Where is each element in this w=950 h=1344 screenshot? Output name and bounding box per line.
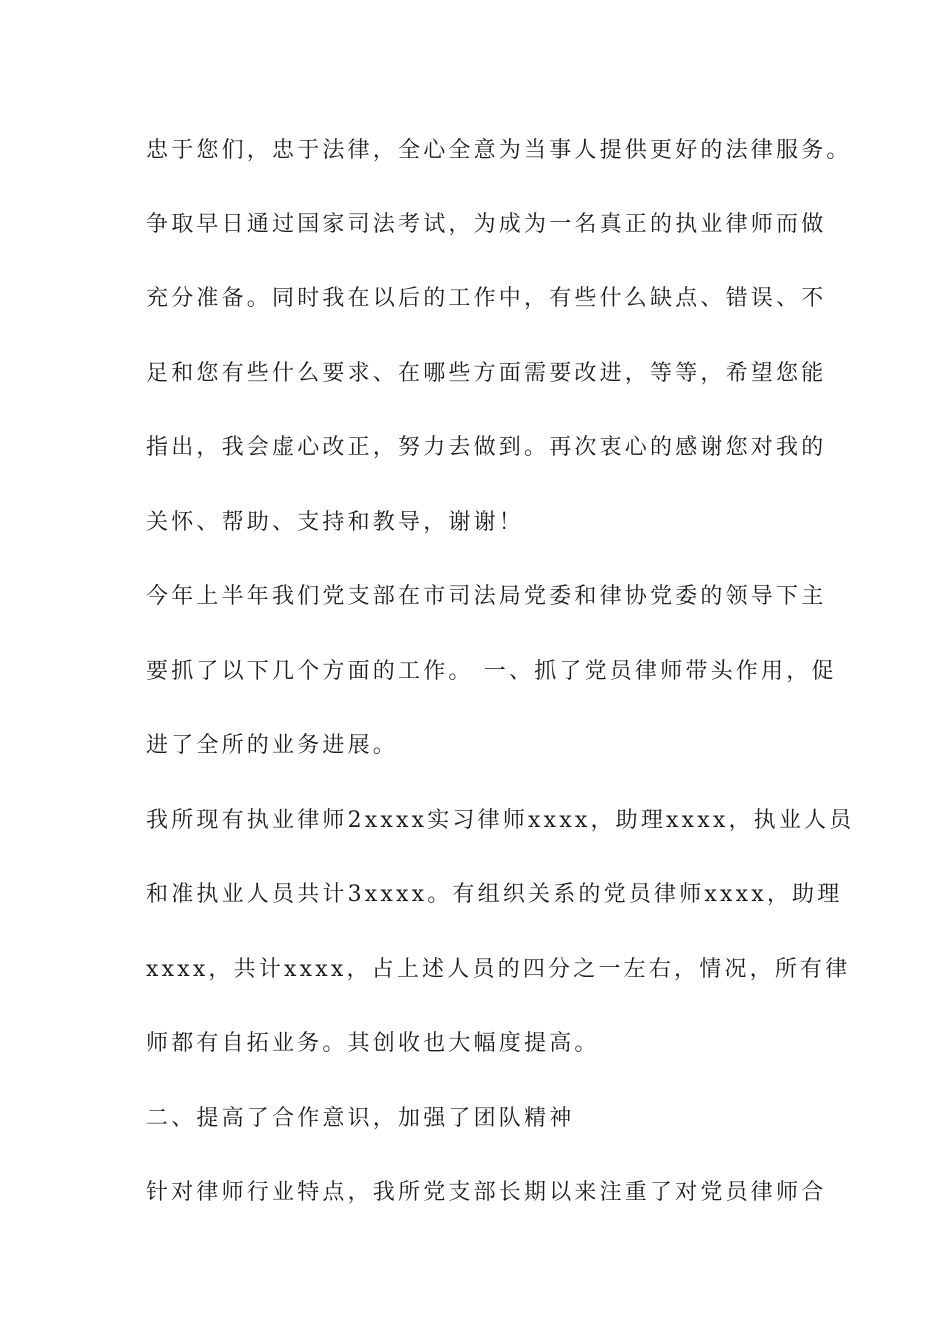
text-line: 足和您有些什么要求、在哪些方面需要改进，等等，希望您能 [146, 361, 827, 386]
text-line: 师都有自拓业务。其创收也大幅度提高。 [146, 1031, 600, 1056]
text-line: 和准执业人员共计3xxxx。有组织关系的党员律师xxxx，助理 [146, 882, 843, 907]
text-line: 充分准备。同时我在以后的工作中，有些什么缺点、错误、不 [146, 286, 827, 311]
text-line: 关怀、帮助、支持和教导，谢谢！ [146, 510, 525, 535]
text-line: 我所现有执业律师2xxxx实习律师xxxx，助理xxxx，执业人员 [146, 808, 855, 833]
text-line: 争取早日通过国家司法考试，为成为一名真正的执业律师而做 [146, 212, 827, 237]
text-line: 今年上半年我们党支部在市司法局党委和律协党委的领导下主 [146, 584, 827, 609]
text-line: 进了全所的业务进展。 [146, 733, 399, 758]
section-heading: 二、提高了合作意识，加强了团队精神 [146, 1106, 575, 1131]
text-line: 针对律师行业特点，我所党支部长期以来注重了对党员律师合 [146, 1180, 827, 1205]
text-line: xxxx，共计xxxx，占上述人员的四分之一左右，情况，所有律 [146, 957, 851, 982]
text-line: 指出，我会虚心改正，努力去做到。再次衷心的感谢您对我的 [146, 435, 827, 460]
text-line: 忠于您们，忠于法律，全心全意为当事人提供更好的法律服务。 [146, 138, 852, 163]
text-line: 要抓了以下几个方面的工作。 一、抓了党员律师带头作用，促 [146, 659, 837, 684]
